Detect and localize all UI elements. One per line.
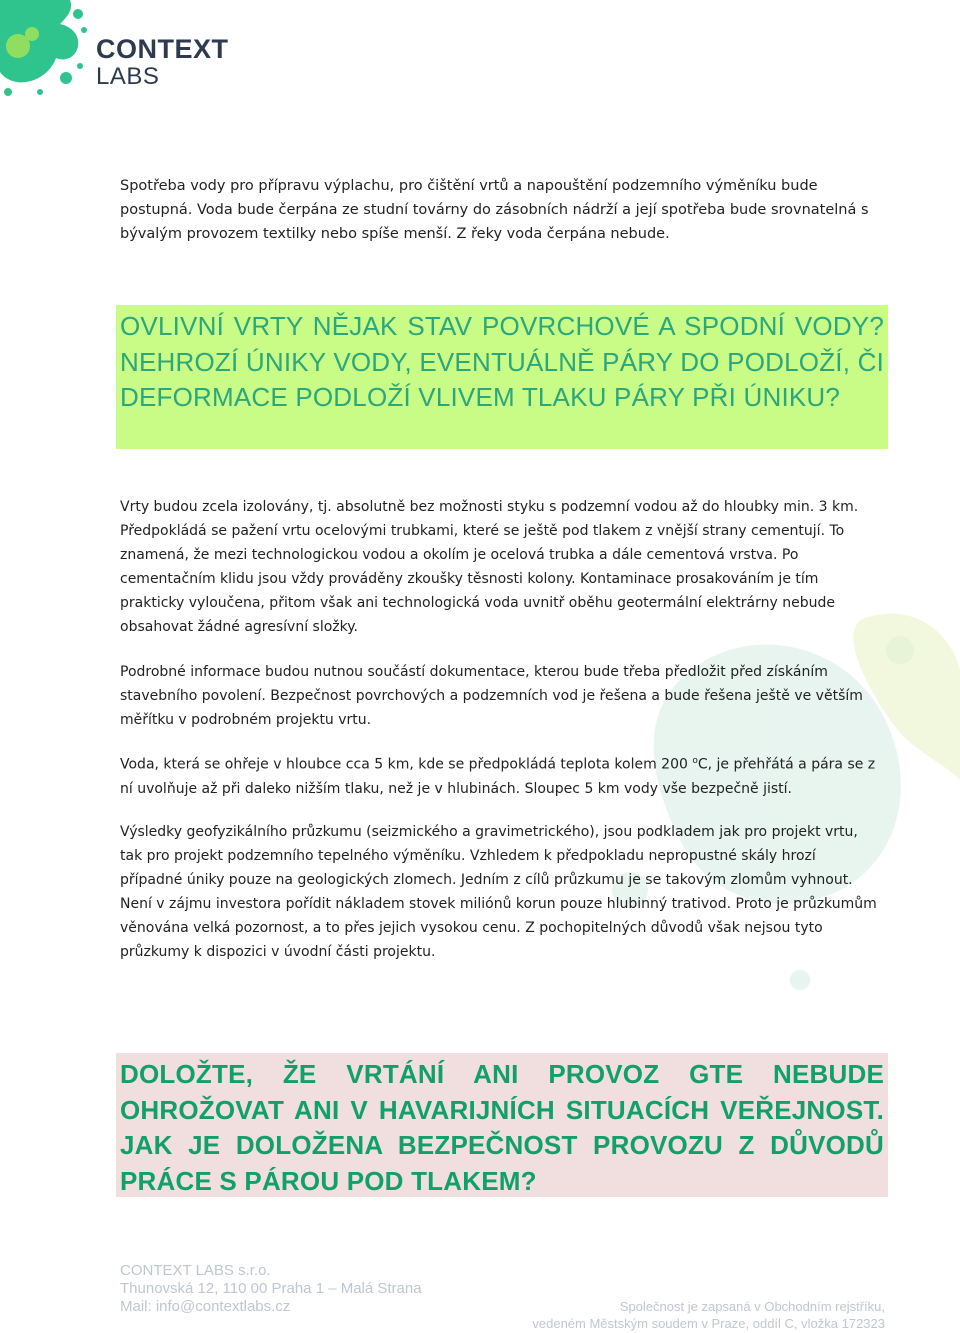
question-public-safety: DOLOŽTE, ŽE VRTÁNÍ ANI PROVOZ GTE NEBUDE OHROŽOVAT ANI V HAVARIJNÍCH SITUACÍCH VEŘEJNOST. JAK JE DOLOŽENA BEZPEČNOST PROVOZU Z DŮVODŮ PRÁCE S PÁROU POD TLAKEM?	[116, 1053, 888, 1197]
footer-mail: Mail: info@contextlabs.cz	[120, 1298, 291, 1315]
p4-text-after: C, je přehřátá a pára se z ní uvolňuje až při daleko nižším tlaku, než je v hlubinách. Sloupec 5 km vody vše bezpečně jistí.	[120, 756, 876, 797]
paragraph-water-consumption: Spotřeba vody pro přípravu výplachu, pro čištění vrtů a napouštění podzemního výměníku bude postupná. Voda bude čerpána ze studní továrny do zásobních nádrží a její spotřeba bude srovnatelná s bývalým provozem textilky nebo spíše menší. Z řeky voda čerpána nebude.	[120, 178, 869, 242]
footer-registry-line2: vedeném Městským soudem v Praze, oddíl C, vložka 172323	[532, 1316, 885, 1331]
logo-word-labs: LABS	[96, 63, 160, 90]
degree-sign: o	[692, 756, 698, 766]
paragraph-water-temperature	[120, 749, 880, 801]
paragraph-well-isolation: Vrty budou zcela izolovány, tj. absolutně bez možnosti styku s podzemní vodou až do hloubky min. 3 km. Předpokládá se pažení vrtu ocelovými trubkami, které se ještě pod tlakem z vnější strany cementují. To znamená, že mezi technologickou vodou a okolím je ocelová trubka a dále cementová vrstva. Po cementačním klidu jsou vždy prováděny zkoušky těsnosti kolony. Kontaminace prosakováním je tím prakticky vyloučena, přitom však ani technologická voda uvnitř oběhu geotermální elektrárny nebude obsahovat žádné agresívní složky.	[120, 499, 859, 635]
footer-address: Thunovská 12, 110 00 Praha 1 – Malá Strana	[120, 1280, 422, 1297]
paragraph-documentation: Podrobné informace budou nutnou součástí dokumentace, kterou bude třeba předložit před získáním stavebního povolení. Bezpečnost povrchových a podzemních vod je řešena a bude řešena ještě ve větším měřítku v podrobném projektu vrtu.	[120, 664, 863, 728]
question-groundwater-impact: OVLIVNÍ VRTY NĚJAK STAV POVRCHOVÉ A SPODNÍ VODY? NEHROZÍ ÚNIKY VODY, EVENTUÁLNĚ PÁRY DO PODLOŽÍ, ČI DEFORMACE PODLOŽÍ VLIVEM TLAKU PÁRY PŘI ÚNIKU?	[116, 305, 888, 449]
paragraph-geophysical-survey: Výsledky geofyzikálního průzkumu (seizmického a gravimetrického), jsou podkladem jak pro projekt vrtu, tak pro projekt podzemního tepelného výměníku. Vzhledem k předpokladu nepropustné skály hrozí případné úniky pouze na geologických zlomech. Jedním z cílů průzkumu je se takovým zlomům vyhnout. Není v zájmu investora pořídit nákladem stovek miliónů korun pouze hlubinný trativod. Proto je průzkumům věnována velká pozornost, a to přes jejich vysokou cenu. Z pochopitelných důvodů však nejsou tyto průzkumy k dispozici v úvodní části projektu.	[120, 824, 877, 960]
footer-contact	[120, 1262, 422, 1316]
footer-registry-line1: Společnost je zapsaná v Obchodním rejstříku,	[619, 1299, 885, 1314]
footer-registry	[532, 1298, 885, 1332]
p4-text-before: Voda, která se ohřeje v hloubce cca 5 km, kde se předpokládá teplota kolem 200	[120, 756, 693, 773]
footer-company: CONTEXT LABS s.r.o.	[120, 1262, 271, 1279]
logo-word-context: CONTEXT	[96, 34, 229, 64]
